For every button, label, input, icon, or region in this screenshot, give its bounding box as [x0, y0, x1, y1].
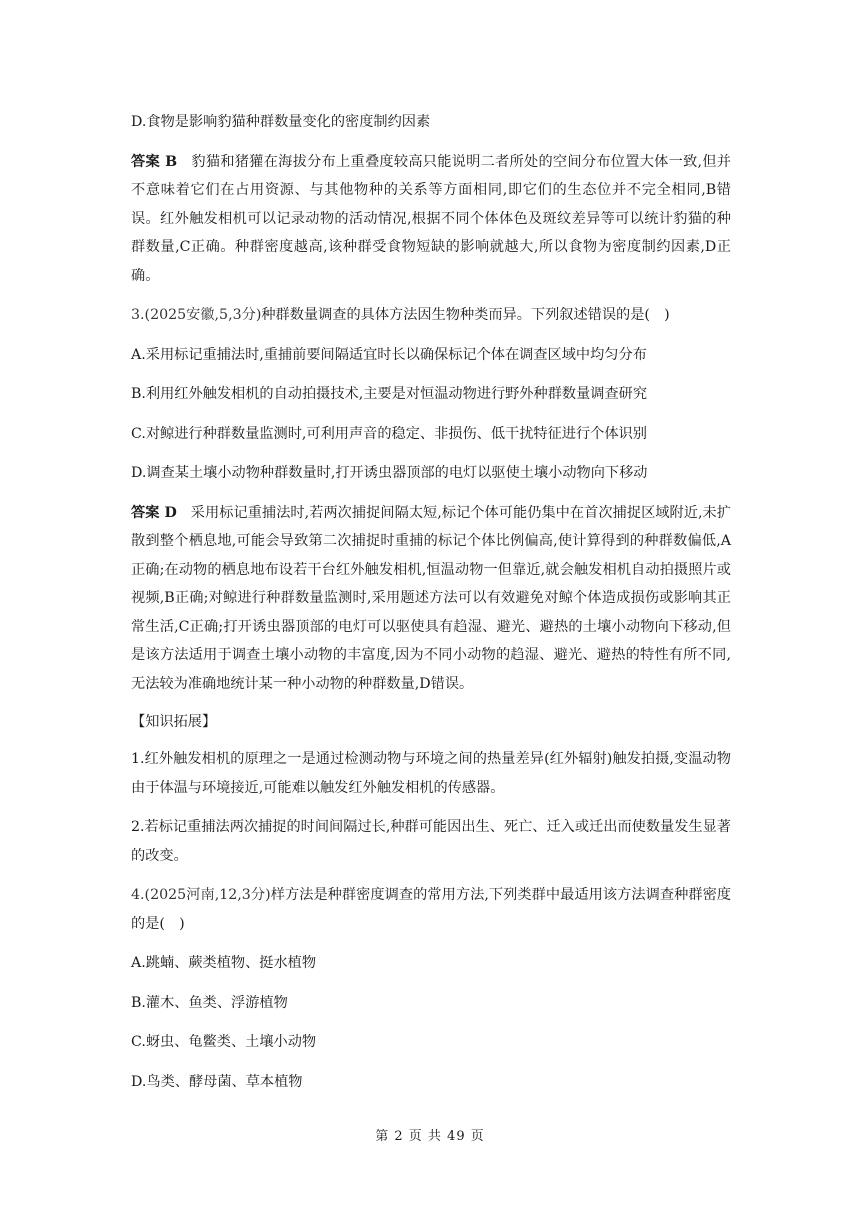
q2-answer-choice: B	[165, 153, 178, 170]
q3-option-b: B.利用红外触发相机的自动拍摄技术,主要是对恒温动物进行野外种群数量调查研究	[131, 386, 648, 402]
q3-explanation: 采用标记重捕法时,若两次捕捉间隔太短,标记个体可能仍集中在首次捕捉区域附近,未扩散到整个栖息地,可能会导致第二次捕捉时重捕的标记个体比例偏高,使计算得到的种群数偏低,A正确;在动物的栖息地布设若干台红外触发相机,恒温动物一但靠近,就会触发相机自动拍摄照片或视频,B正确;对鲸进行种群数量监测时,采用题述方法可以有效避免对鲸个体造成损伤或影响其正常生活,C正确;打开诱虫器顶部的电灯可以驱使具有趋湿、避光、避热的土壤小动物向下移动,但是该方法适用于调查土壤小动物的丰富度,因为不同小动物的趋湿、避光、避热的特性有所不同,无法较为准确地统计某一种小动物的种群数量,D错误。	[131, 504, 731, 692]
q3-answer-choice: D	[164, 504, 177, 521]
q2-answer-label: 答案 B	[131, 153, 178, 170]
q4-stem	[131, 881, 731, 938]
q3-option-c: C.对鲸进行种群数量监测时,可利用声音的稳定、非损伤、低干扰特征进行个体识别	[131, 425, 647, 442]
q2-answer	[131, 148, 731, 291]
q4-stem-text: 样方法是种群密度调查的常用方法,下列类群中最适用该方法调查种群密度的是( )	[131, 887, 732, 932]
q4-option-d: D.鸟类、酵母菌、草本植物	[131, 1073, 303, 1090]
extension-item: 2.若标记重捕法两次捕捉的时间间隔过长,种群可能因出生、死亡、迁入或迁出而使数量发生显著的改变。	[131, 819, 731, 864]
q2-explanation: 豹猫和猪獾在海拔分布上重叠度较高只能说明二者所处的空间分布位置大体一致,但并不意味着它们在占用资源、与其他物种的关系等方面相同,即它们的生态位并不完全相同,B错误。红外触发相机可以记录动物的活动情况,根据不同个体体色及斑纹差异等可以统计豹猫的种群数量,C正确。种群密度越高,该种群受食物短缺的影响就越大,所以食物为密度制约因素,D正确。	[131, 153, 731, 284]
q2-option-d: D.食物是影响豹猫种群数量变化的密度制约因素	[131, 114, 431, 130]
extension-heading: 【知识拓展】	[131, 714, 217, 730]
q3-answer	[131, 499, 731, 699]
extension-item: 1.红外触发相机的原理之一是通过检测动物与环境之间的热量差异(红外辐射)触发拍摄,变温动物由于体温与环境接近,可能难以触发红外触发相机的传感器。	[131, 751, 731, 796]
q3-option-d: D.调查某土壤小动物种群数量时,打开诱虫器顶部的电灯以驱使土壤小动物向下移动	[131, 465, 648, 481]
q4-option-a: A.跳蝻、蕨类植物、挺水植物	[131, 955, 317, 971]
q4-option-c: C.蚜虫、龟鳖类、土壤小动物	[131, 1034, 317, 1050]
q3-stem	[131, 301, 731, 330]
q3-stem-text: 种群数量调查的具体方法因生物种类而异。下列叙述错误的是( )	[261, 307, 670, 323]
q4-source: 4.(2025河南,12,3分)	[131, 887, 271, 903]
q3-option-a: A.采用标记重捕法时,重捕前要间隔适宜时长以确保标记个体在调查区域中均匀分布	[131, 346, 647, 363]
q3-answer-label: 答案 D	[131, 504, 177, 521]
page-number-footer: 第 2 页 共 49 页	[375, 1129, 485, 1144]
q3-source: 3.(2025安徽,5,3分)	[131, 307, 262, 323]
q4-option-b: B.灌木、鱼类、浮游植物	[131, 994, 288, 1011]
page-content	[131, 108, 731, 1107]
